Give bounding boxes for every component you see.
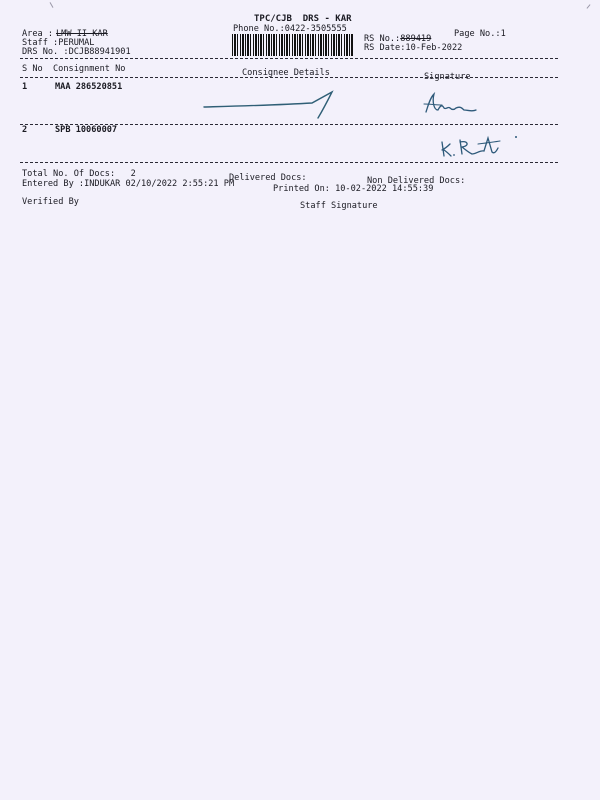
row-1-signature [420,88,480,118]
row-2-s-no: 2 [22,125,28,135]
rs-number-label: RS No.: [364,34,401,44]
scan-mark [587,4,591,8]
row-1-consignee-mark [200,88,340,124]
col-s-no: S No [22,64,43,74]
staff-name: Staff :PERUMAL [22,38,95,48]
col-consignee-details: Consignee Details [242,68,330,78]
page-number: Page No.:1 [454,29,506,39]
table-bottom-divider [20,162,558,163]
area-value: LMW II KAR [56,29,108,39]
barcode [232,34,354,56]
staff-signature: Staff Signature [300,201,378,211]
rs-date: RS Date:10-Feb-2022 [364,43,463,53]
delivered-docs: Delivered Docs: [229,173,307,183]
entered-by: Entered By :INDUKAR 02/10/2022 2:55:21 PM [22,179,235,189]
drs-number: DRS No. :DCJB88941901 [22,47,131,57]
row-1-s-no: 1 [22,82,28,92]
row-1-consignment-no: MAA 286520851 [55,82,123,92]
total-docs: Total No. Of Docs: 2 [22,169,136,179]
area-label: Area : [22,29,54,39]
verified-by: Verified By [22,197,79,207]
row-2-consignment-no: SPB 10060007 [55,125,118,135]
header-divider [20,58,558,59]
printed-on: Printed On: 10-02-2022 14:55:39 [273,184,434,194]
row-2-signature [438,134,528,164]
report-title: TPC/CJB DRS - KAR [254,14,352,24]
non-delivered-docs: Non Delivered Docs: [367,176,466,186]
scan-mark [50,2,54,8]
rs-number-value: 889419 [400,34,432,44]
phone-number: Phone No.:0422-3505555 [233,24,347,34]
col-consignment-no: Consignment No [53,64,126,74]
columns-divider [20,77,558,78]
col-signature: Signature [424,72,471,82]
